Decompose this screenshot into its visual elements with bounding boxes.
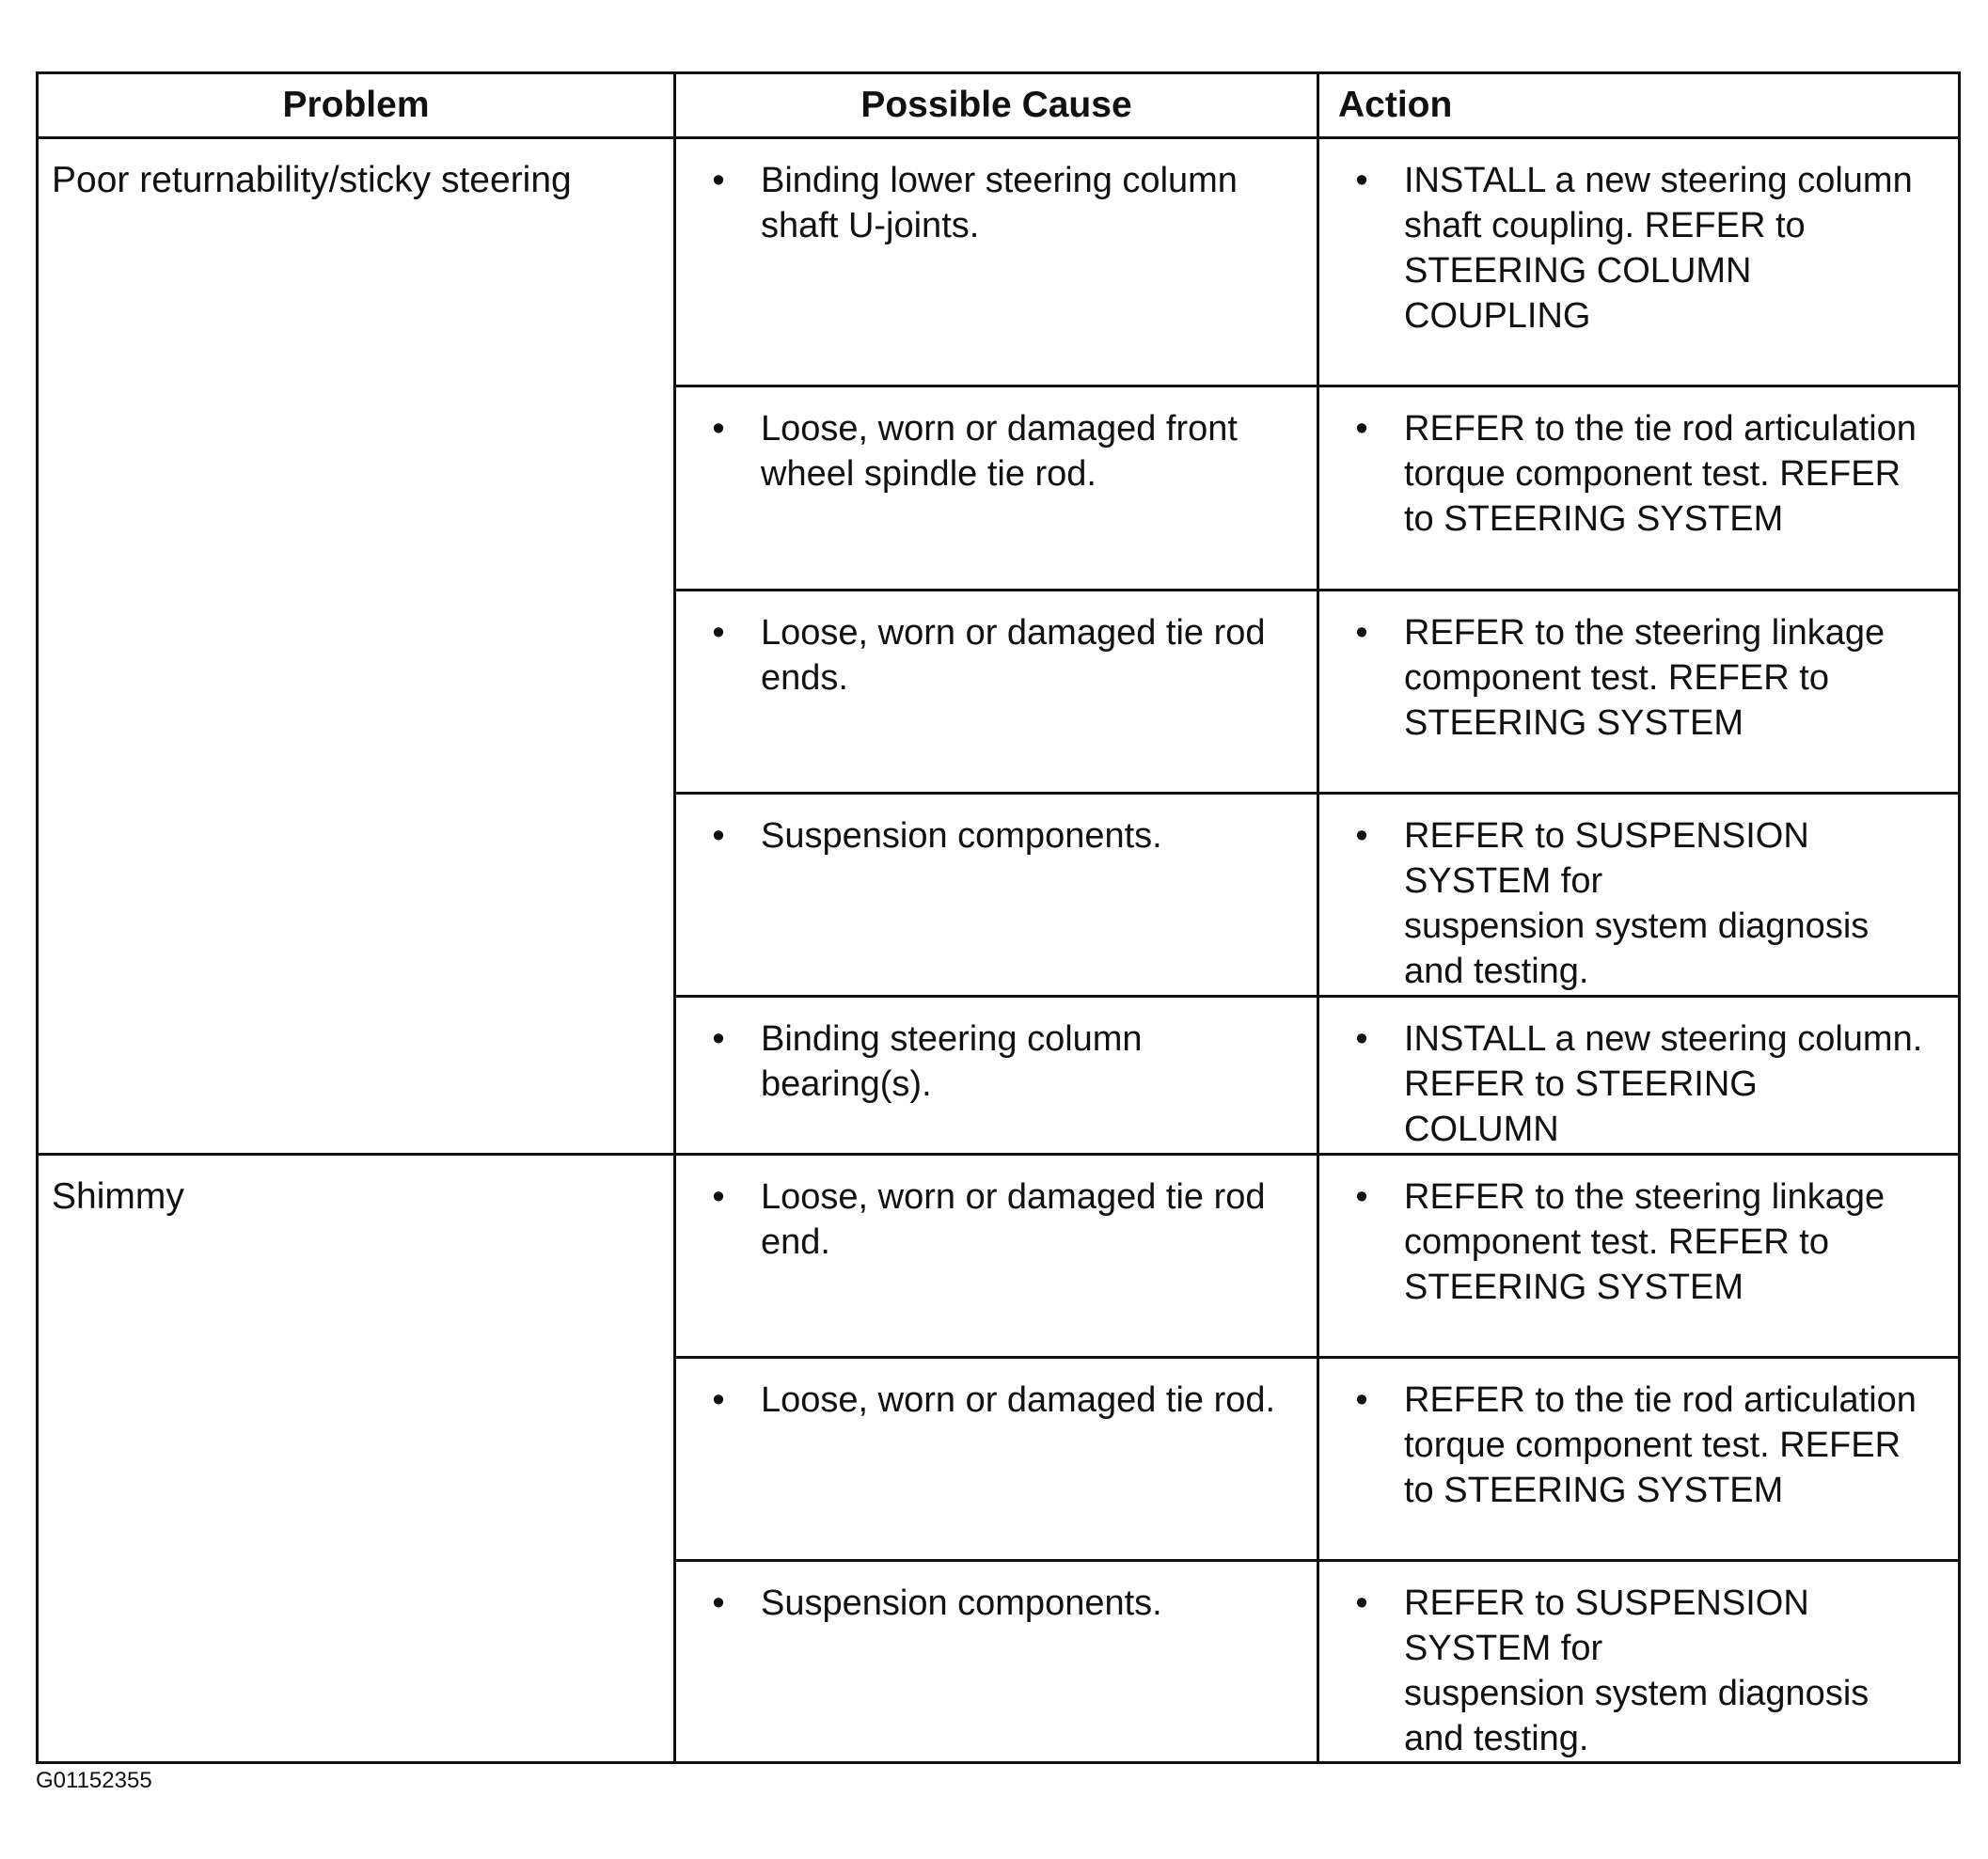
bullet-icon: • xyxy=(1355,1177,1368,1217)
bullet-icon: • xyxy=(712,1177,725,1217)
bullet-icon: • xyxy=(712,1019,725,1059)
cause-cell xyxy=(675,1561,1318,1763)
table-row xyxy=(38,138,1960,386)
action-cell xyxy=(1318,1155,1960,1358)
cause-cell xyxy=(675,591,1318,794)
action-cell xyxy=(1318,1358,1960,1561)
cause-cell xyxy=(675,997,1318,1155)
problem-cell: Shimmy xyxy=(38,1155,675,1763)
cause-cell xyxy=(675,1155,1318,1358)
cause-text: Suspension components. xyxy=(761,1583,1162,1623)
bullet-icon: • xyxy=(1355,1583,1368,1623)
bullet-icon: • xyxy=(712,613,725,653)
action-text: REFER to the tie rod articulation torque component test. REFER to STEERING SYSTEM xyxy=(1404,409,1917,539)
header-problem: Problem xyxy=(38,73,675,138)
cause-cell xyxy=(675,794,1318,997)
cause-text: Suspension components. xyxy=(761,816,1162,856)
cause-text: Binding lower steering column shaft U-joints. xyxy=(761,161,1238,245)
bullet-icon: • xyxy=(712,409,725,449)
figure-code: G01152355 xyxy=(36,1768,152,1793)
cause-cell xyxy=(675,138,1318,386)
action-text: REFER to the tie rod articulation torque component test. REFER to STEERING SYSTEM xyxy=(1404,1380,1917,1510)
bullet-icon: • xyxy=(1355,1380,1368,1420)
cause-text: Loose, worn or damaged tie rod. xyxy=(761,1380,1276,1420)
action-cell xyxy=(1318,1561,1960,1763)
action-text: REFER to SUSPENSION SYSTEM for suspension system diagnosis and testing. xyxy=(1404,816,1870,991)
cause-text: Loose, worn or damaged tie rod end. xyxy=(761,1177,1266,1262)
bullet-icon: • xyxy=(712,1380,725,1420)
action-cell xyxy=(1318,386,1960,591)
bullet-icon: • xyxy=(1355,816,1368,856)
problem-cell: Poor returnability/sticky steering xyxy=(38,138,675,1155)
cause-text: Loose, worn or damaged tie rod ends. xyxy=(761,613,1266,698)
action-cell xyxy=(1318,138,1960,386)
cause-text: Binding steering column bearing(s). xyxy=(761,1019,1143,1104)
bullet-icon: • xyxy=(1355,161,1368,200)
bullet-icon: • xyxy=(712,161,725,200)
cause-text: Loose, worn or damaged front wheel spindle tie rod. xyxy=(761,409,1238,494)
table-header-row xyxy=(38,73,1960,138)
header-possible-cause: Possible Cause xyxy=(675,73,1318,138)
action-text: INSTALL a new steering column shaft coupling. REFER to STEERING COLUMN COUPLING xyxy=(1404,161,1913,336)
action-text: REFER to SUSPENSION SYSTEM for suspension system diagnosis and testing. xyxy=(1404,1583,1870,1758)
action-text: REFER to the steering linkage component test. REFER to STEERING SYSTEM xyxy=(1404,1177,1885,1307)
action-text: REFER to the steering linkage component test. REFER to STEERING SYSTEM xyxy=(1404,613,1885,743)
cause-cell xyxy=(675,386,1318,591)
bullet-icon: • xyxy=(712,1583,725,1623)
bullet-icon: • xyxy=(1355,613,1368,653)
action-text: INSTALL a new steering column. REFER to STEERING COLUMN xyxy=(1404,1019,1923,1149)
action-cell xyxy=(1318,794,1960,997)
bullet-icon: • xyxy=(1355,409,1368,449)
bullet-icon: • xyxy=(712,816,725,856)
table-row xyxy=(38,1155,1960,1358)
action-cell xyxy=(1318,591,1960,794)
cause-cell xyxy=(675,1358,1318,1561)
diagnosis-table xyxy=(36,71,1961,1764)
bullet-icon: • xyxy=(1355,1019,1368,1059)
header-action: Action xyxy=(1318,73,1960,138)
action-cell xyxy=(1318,997,1960,1155)
